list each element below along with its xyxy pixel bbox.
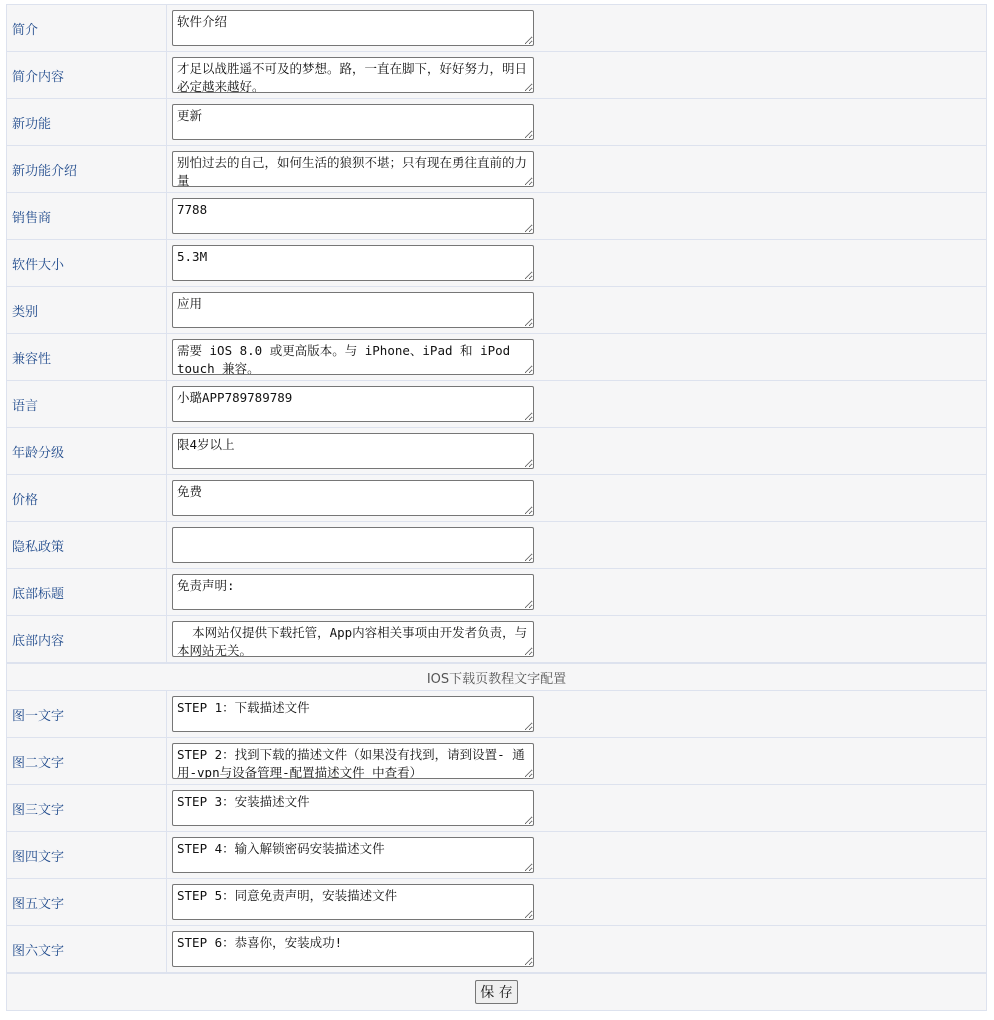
field-label: 价格 — [7, 475, 167, 521]
field-cell — [167, 193, 986, 239]
field-textarea[interactable] — [172, 433, 534, 469]
step-cell — [167, 879, 986, 925]
step-cell — [167, 832, 986, 878]
app-info-fields — [7, 4, 986, 663]
field-row — [7, 615, 986, 663]
step-label: 图二文字 — [7, 738, 167, 784]
step-cell — [167, 785, 986, 831]
field-row — [7, 98, 986, 145]
field-cell — [167, 99, 986, 145]
field-row — [7, 521, 986, 568]
save-button[interactable]: 保 存 — [475, 980, 517, 1004]
field-textarea[interactable] — [172, 480, 534, 516]
step-textarea[interactable] — [172, 696, 534, 732]
field-label: 隐私政策 — [7, 522, 167, 568]
section-header — [7, 663, 986, 690]
field-label: 销售商 — [7, 193, 167, 239]
step-label: 图五文字 — [7, 879, 167, 925]
save-row — [7, 973, 986, 1011]
step-row — [7, 831, 986, 878]
field-textarea[interactable] — [172, 621, 534, 657]
field-cell — [167, 522, 986, 568]
field-row — [7, 145, 986, 192]
field-row — [7, 4, 986, 51]
field-row — [7, 192, 986, 239]
section-title: IOS下载页教程文字配置 — [426, 671, 567, 687]
step-row — [7, 878, 986, 925]
field-textarea[interactable] — [172, 527, 534, 563]
step-label: 图四文字 — [7, 832, 167, 878]
step-row — [7, 690, 986, 737]
field-row — [7, 568, 986, 615]
step-cell — [167, 738, 986, 784]
field-row — [7, 380, 986, 427]
step-textarea[interactable] — [172, 743, 534, 779]
field-label: 简介内容 — [7, 52, 167, 98]
field-cell — [167, 334, 986, 380]
field-textarea[interactable] — [172, 198, 534, 234]
field-cell — [167, 5, 986, 51]
field-label: 底部标题 — [7, 569, 167, 615]
field-textarea[interactable] — [172, 104, 534, 140]
field-textarea[interactable] — [172, 10, 534, 46]
field-label: 新功能介绍 — [7, 146, 167, 192]
step-cell — [167, 926, 986, 972]
step-label: 图六文字 — [7, 926, 167, 972]
field-label: 底部内容 — [7, 616, 167, 662]
step-row — [7, 784, 986, 831]
field-cell — [167, 569, 986, 615]
field-row — [7, 333, 986, 380]
step-textarea[interactable] — [172, 790, 534, 826]
step-label: 图一文字 — [7, 691, 167, 737]
step-row — [7, 925, 986, 973]
field-row — [7, 239, 986, 286]
field-textarea[interactable] — [172, 574, 534, 610]
field-label: 类别 — [7, 287, 167, 333]
settings-form — [6, 4, 987, 1011]
field-textarea[interactable] — [172, 292, 534, 328]
field-label: 语言 — [7, 381, 167, 427]
field-row — [7, 474, 986, 521]
step-textarea[interactable] — [172, 837, 534, 873]
step-row — [7, 737, 986, 784]
field-cell — [167, 475, 986, 521]
field-row — [7, 51, 986, 98]
field-cell — [167, 381, 986, 427]
field-cell — [167, 616, 986, 662]
field-label: 新功能 — [7, 99, 167, 145]
field-row — [7, 427, 986, 474]
field-cell — [167, 428, 986, 474]
field-label: 年龄分级 — [7, 428, 167, 474]
field-row — [7, 286, 986, 333]
field-textarea[interactable] — [172, 57, 534, 93]
step-label: 图三文字 — [7, 785, 167, 831]
field-textarea[interactable] — [172, 386, 534, 422]
field-textarea[interactable] — [172, 339, 534, 375]
field-cell — [167, 146, 986, 192]
field-label: 软件大小 — [7, 240, 167, 286]
field-label: 兼容性 — [7, 334, 167, 380]
step-cell — [167, 691, 986, 737]
field-textarea[interactable] — [172, 245, 534, 281]
step-textarea[interactable] — [172, 931, 534, 967]
step-fields — [7, 690, 986, 973]
field-cell — [167, 52, 986, 98]
field-cell — [167, 240, 986, 286]
step-textarea[interactable] — [172, 884, 534, 920]
field-label: 简介 — [7, 5, 167, 51]
field-cell — [167, 287, 986, 333]
field-textarea[interactable] — [172, 151, 534, 187]
